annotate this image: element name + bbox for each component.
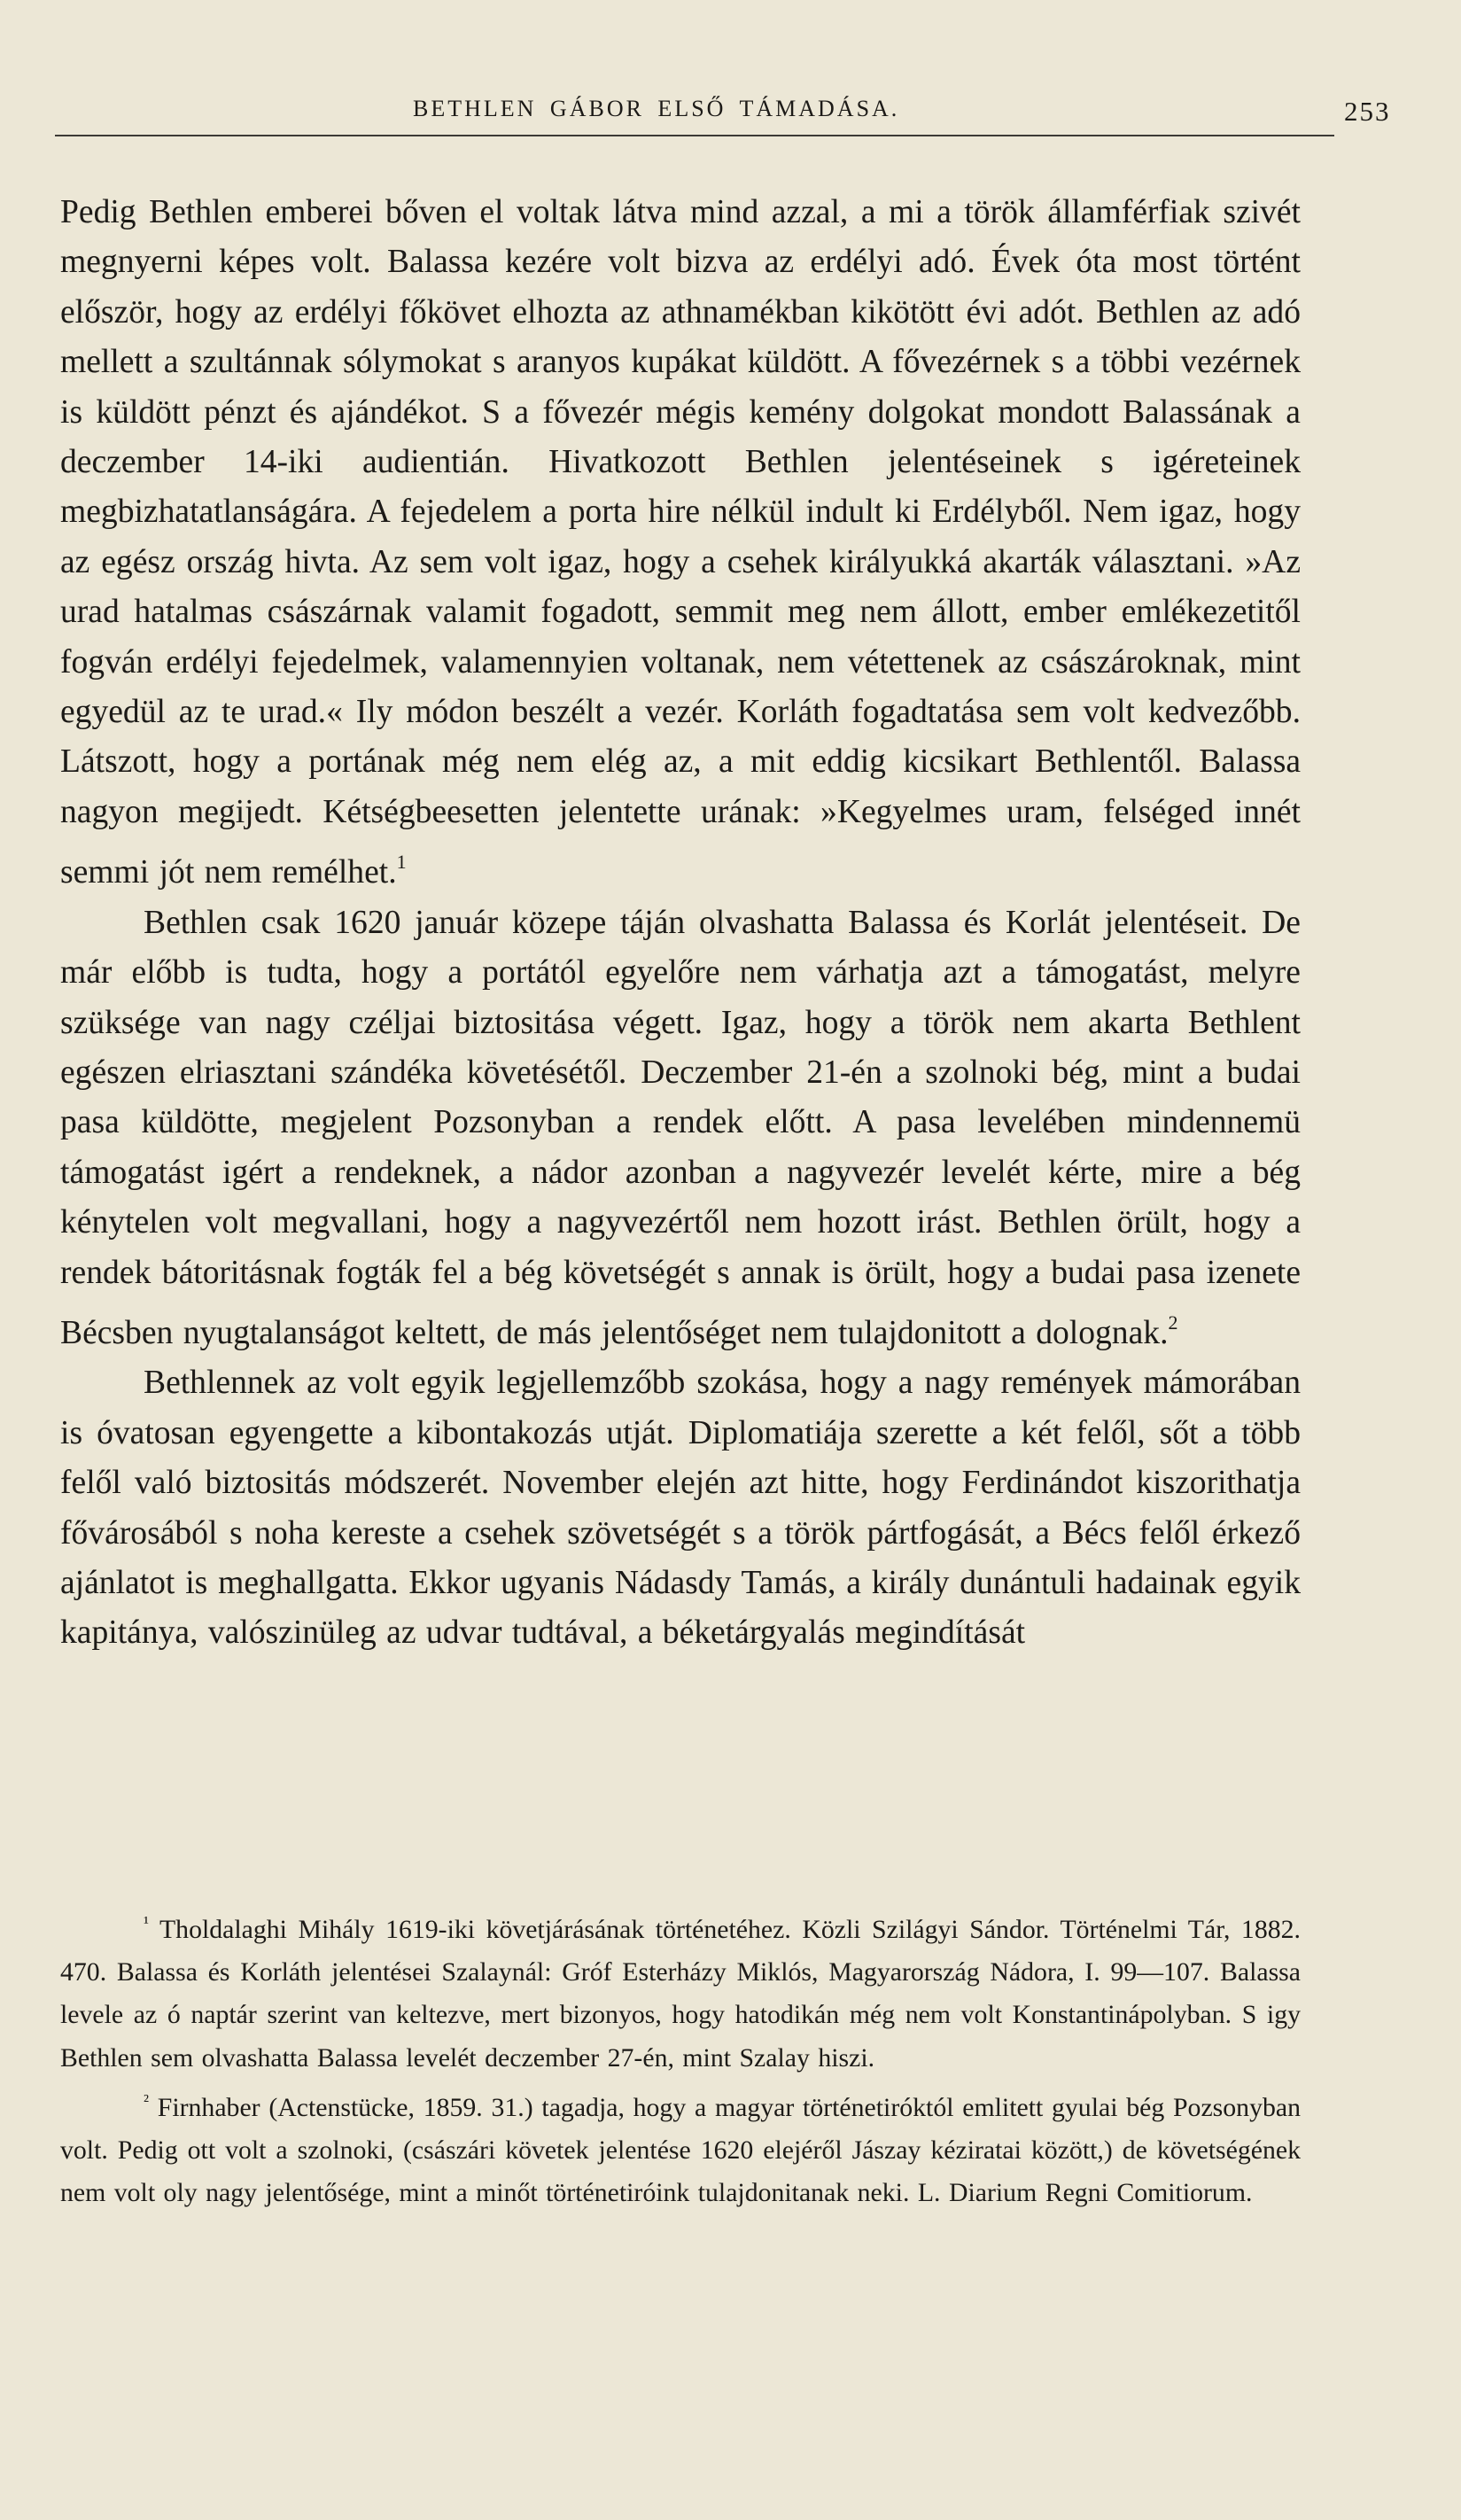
footnote-marker: ² [144,2090,149,2111]
paragraph [60,188,1301,898]
page-number: 253 [1344,96,1391,127]
footnote-marker: ¹ [144,1913,149,1933]
footnote [60,1902,1301,2080]
paragraph-text: Pedig Bethlen emberei bőven el voltak látva mind azzal, a mi a török államférfiak szivét megnyerni képes volt. Balassa kezére volt bizva az erdélyi adó. Évek óta most történt először, hogy az erdélyi főkövet elhozta az athnamékban kikötött évi adót. Bethlen az adó mellett a szultánnak sólymokat s aranyos kupákat küldött. A fővezérnek s a többi vezérnek is küldött pénzt és ajándékot. S a fővezér mégis kemény dolgokat mondott Balassának a deczember 14-iki audientián. Hivatkozott Bethlen jelentéseinek s igéreteinek megbizhatatlanságára. A fejedelem a porta hire nélkül indult ki Erdélyből. Nem igaz, hogy az egész ország hivta. Az sem volt igaz, hogy a csehek királyukká akarták választani. »Az urad hatalmas császárnak valamit fogadott, semmit meg nem állott, ember emlékezetitől fogván erdélyi fejedelmek, valamennyien voltanak, nem vétettenek az császároknak, mint egyedül az te urad.« Ily módon beszélt a vezér. Korláth fogadtatása sem volt kedvezőbb. Látszott, hogy a portának még nem elég az, a mit eddig kicsikart Bethlentől. Balassa nagyon megijedt. Kétségbeesetten jelentette urának: »Kegyelmes uram, felséged innét semmi jót nem remélhet. [60,194,1301,891]
footnote-text: Firnhaber (Actenstücke, 1859. 31.) tagadja, hogy a magyar történetiróktól emlitett gyulai bég Pozsonyban volt. Pedig ott volt a szolnoki, (császári követek jelentése 1620 elejéről Jászay kéziratai között,) de követségének nem volt oly nagy jelentősége, mint a minőt történetiróink tulajdonitanak neki. L. Diarium Regni Comitiorum. [60,2092,1301,2208]
footnote-reference: 2 [1168,1311,1178,1334]
paragraph-text: Bethlennek az volt egyik legjellemzőbb szokása, hogy a nagy remények mámorában is óvatosan egyengette a kibontakozás utját. Diplomatiája szerette a két felől, sőt a több felől való biztositás módszerét. November elején azt hitte, hogy Ferdinándot kiszorithatja fővárosából s noha kereste a csehek szövetségét s a török pártfogását, a Bécs felől érkező ajánlatot is meghallgatta. Ekkor ugyanis Nádasdy Tamás, a király dunántuli hadainak egyik kapitánya, valószinüleg az udvar tudtával, a béketárgyalás megindítását [60,1365,1301,1652]
footnote [60,2080,1301,2215]
footnotes [60,1902,1301,2214]
running-title: BETHLEN GÁBOR ELSŐ TÁMADÁSA. [413,96,900,121]
footnote-reference: 1 [396,851,407,874]
body-text [60,188,1301,1659]
header-rule [55,135,1334,136]
footnote-text: Tholdalaghi Mihály 1619-iki követjárásának történetéhez. Közli Szilágyi Sándor. Történelmi Tár, 1882. 470. Balassa és Korláth jelentései Szalaynál: Gróf Esterházy Miklós, Magyarország Nádora, I. 99—107. Balassa levele az ó naptár szerint van keltezve, mert bizonyos, hogy hatodikán még nem volt Konstantinápolyban. S igy Bethlen sem olvashatta Balassa levelét deczember 27-én, mint Szalay hiszi. [60,1915,1301,2073]
paragraph [60,1358,1301,1658]
paragraph-text: Bethlen csak 1620 január közepe táján olvashatta Balassa és Korlát jelentéseit. De már előbb is tudta, hogy a portától egyelőre nem várhatja azt a támogatást, melyre szüksége van nagy czéljai biztositása végett. Igaz, hogy a török nem akarta Bethlent egészen elriasztani szándéka követésétől. Deczember 21-én a szolnoki bég, mint a budai pasa küldötte, megjelent Pozsonyban a rendek előtt. A pasa levelében mindennemü támogatást igért a rendeknek, a nádor azonban a nagyvezér levelét kérte, mire a bég kénytelen volt megvallani, hogy a nagyvezértől nem hozott irást. Bethlen örült, hogy a rendek bátoritásnak fogták fel a bég követségét s annak is örült, hogy a budai pasa izenete Bécsben nyugtalanságot keltett, de más jelentőséget nem tulajdonitott a dolognak. [60,904,1301,1351]
paragraph [60,898,1301,1359]
running-header [0,96,1461,140]
